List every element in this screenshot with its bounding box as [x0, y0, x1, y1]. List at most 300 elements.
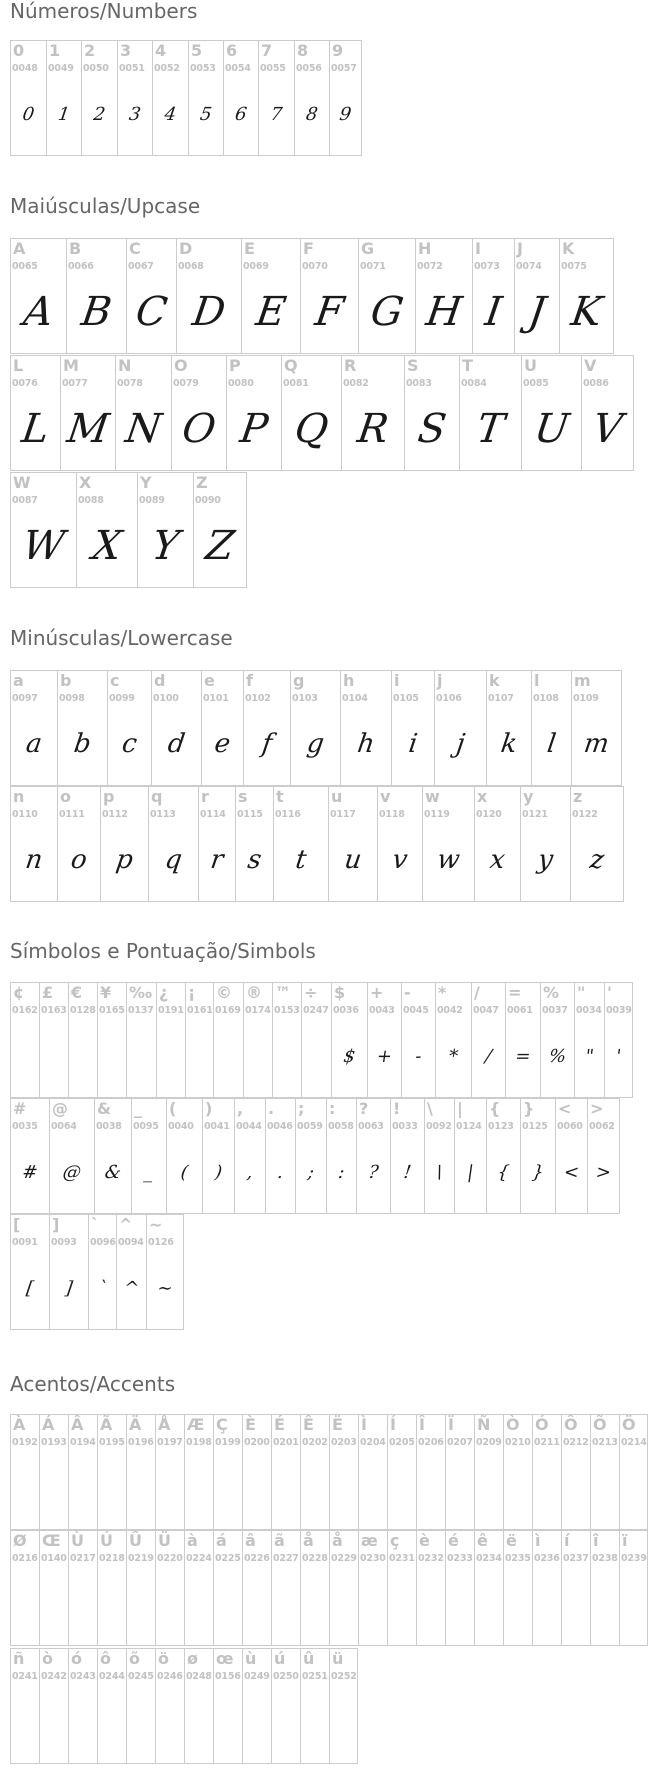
glyph-preview: U [531, 406, 572, 452]
glyph-cell [486, 1098, 520, 1214]
character-label: ^ [119, 1215, 133, 1234]
character-label: w [425, 787, 440, 806]
character-code: 0093 [51, 1237, 77, 1248]
character-label: Õ [593, 1415, 607, 1434]
character-code: 0101 [203, 693, 229, 704]
glyph-preview: a [24, 729, 44, 759]
glyph-cell [242, 1530, 271, 1646]
character-label: 6 [226, 41, 238, 60]
glyph-cell [137, 472, 193, 588]
glyph-preview: q [163, 845, 184, 875]
glyph-cell [295, 1098, 326, 1214]
character-label: À [13, 1415, 26, 1434]
character-code: 0056 [296, 63, 322, 74]
character-code: 0244 [99, 1671, 125, 1682]
character-label: = [508, 983, 522, 1002]
character-label: N [118, 356, 132, 375]
glyph-preview: J [525, 289, 549, 335]
glyph-preview: H [423, 289, 465, 335]
glyph-cell [377, 786, 422, 902]
glyph-cell [329, 1414, 358, 1530]
glyph-preview: Y [149, 523, 182, 569]
character-code: 0083 [406, 378, 432, 389]
character-label: I [475, 239, 481, 258]
character-label: Ò [506, 1415, 520, 1434]
character-code: 0092 [426, 1121, 452, 1132]
character-code: 0243 [70, 1671, 96, 1682]
character-label: - [404, 983, 411, 1002]
character-code: 0047 [473, 1005, 499, 1016]
glyph-cell [39, 1648, 68, 1764]
glyph-cell [367, 982, 401, 1098]
character-code: 0116 [275, 809, 301, 820]
character-label: å [303, 1531, 314, 1550]
character-code: 0042 [437, 1005, 463, 1016]
character-code: 0213 [592, 1437, 618, 1448]
character-label: ÷ [304, 983, 318, 1002]
character-label: Ü [158, 1531, 171, 1550]
glyph-cell [474, 1530, 503, 1646]
glyph-preview: r [208, 845, 226, 875]
section-title: Acentos/Accents [10, 1372, 176, 1396]
glyph-preview: w [435, 845, 462, 875]
character-label: 3 [120, 41, 132, 60]
glyph-cell [416, 1414, 445, 1530]
character-label: ¿ [159, 983, 169, 1002]
glyph-cell [46, 40, 81, 156]
character-code: 0036 [333, 1005, 359, 1016]
glyph-cell [126, 1414, 155, 1530]
character-code: 0194 [70, 1437, 96, 1448]
section-title: Minúsculas/Lowercase [10, 626, 233, 650]
character-label: F [303, 239, 314, 258]
character-code: 0082 [343, 378, 369, 389]
character-label: Y [140, 473, 152, 492]
character-label: ' [607, 983, 612, 1002]
character-code: 0115 [237, 809, 263, 820]
glyph-preview: Q [291, 406, 332, 452]
glyph-cell [294, 40, 329, 156]
character-label: $ [334, 983, 346, 1002]
glyph-preview: y [536, 845, 555, 875]
glyph-cell [301, 982, 331, 1098]
glyph-cell [10, 472, 76, 588]
glyph-cell [531, 670, 571, 786]
character-code: 0214 [621, 1437, 647, 1448]
glyph-cell [10, 1214, 49, 1330]
glyph-cell [532, 1414, 561, 1530]
character-label: ‰ [129, 983, 153, 1002]
character-code: 0169 [215, 1005, 241, 1016]
character-label: 7 [261, 41, 273, 60]
glyph-cell [331, 982, 367, 1098]
glyph-cell [66, 238, 126, 354]
character-label: l [534, 671, 540, 690]
character-code: 0054 [225, 63, 251, 74]
character-code: 0061 [507, 1005, 533, 1016]
glyph-preview: m [582, 729, 611, 759]
character-label: Ê [303, 1415, 314, 1434]
glyph-preview: " [583, 1045, 596, 1067]
glyph-preview: M [64, 406, 112, 452]
character-label: G [361, 239, 375, 258]
glyph-cell [171, 355, 226, 471]
character-label: n [13, 787, 25, 806]
glyph-preview: 4 [163, 103, 178, 125]
character-label: ë [506, 1531, 517, 1550]
character-label: j [437, 671, 443, 690]
character-label: P [229, 356, 241, 375]
glyph-cell [198, 786, 235, 902]
glyph-preview: 7 [269, 103, 284, 125]
character-label: Æ [187, 1415, 205, 1434]
glyph-cell [590, 1414, 619, 1530]
character-label: A [13, 239, 26, 258]
character-code: 0210 [505, 1437, 531, 1448]
character-label: é [448, 1531, 459, 1550]
character-code: 0095 [133, 1121, 159, 1132]
glyph-row [10, 1414, 648, 1530]
character-label: D [179, 239, 193, 258]
character-code: 0119 [424, 809, 450, 820]
glyph-preview: u [342, 845, 364, 875]
character-code: 0204 [360, 1437, 386, 1448]
character-label: T [462, 356, 473, 375]
glyph-cell [68, 1530, 97, 1646]
glyph-cell [401, 982, 435, 1098]
glyph-preview: ( [179, 1161, 190, 1183]
glyph-preview: D [189, 289, 229, 335]
character-label: È [245, 1415, 256, 1434]
glyph-preview: = [513, 1045, 533, 1067]
glyph-preview [615, 1567, 652, 1641]
character-code: 0226 [244, 1553, 270, 1564]
character-code: 0035 [12, 1121, 38, 1132]
character-code: 0121 [522, 809, 548, 820]
glyph-preview: x [488, 845, 507, 875]
character-code: 0238 [592, 1553, 618, 1564]
character-code: 0191 [158, 1005, 184, 1016]
character-label: Z [196, 473, 208, 492]
character-code: 0099 [109, 693, 135, 704]
character-code: 0193 [41, 1437, 67, 1448]
glyph-cell [116, 1214, 146, 1330]
character-code: 0039 [606, 1005, 632, 1016]
glyph-cell [76, 472, 137, 588]
glyph-cell [503, 1530, 532, 1646]
character-label: r [201, 787, 209, 806]
character-label: ( [169, 1099, 177, 1118]
character-code: 0209 [476, 1437, 502, 1448]
glyph-cell [503, 1414, 532, 1530]
glyph-preview: ~ [155, 1277, 175, 1299]
glyph-preview: o [69, 845, 89, 875]
character-code: 0248 [186, 1671, 212, 1682]
character-label: * [438, 983, 447, 1002]
glyph-preview: 5 [198, 103, 214, 125]
glyph-preview: ; [306, 1161, 316, 1183]
glyph-cell [561, 1414, 590, 1530]
character-label: X [79, 473, 92, 492]
glyph-cell [290, 670, 340, 786]
character-label: u [331, 787, 343, 806]
character-code: 0236 [534, 1553, 560, 1564]
character-code: 0045 [403, 1005, 429, 1016]
character-label: © [216, 983, 232, 1002]
glyph-cell [10, 1098, 49, 1214]
character-code: 0090 [195, 495, 221, 506]
glyph-cell [356, 1098, 390, 1214]
glyph-cell [391, 670, 434, 786]
character-code: 0059 [297, 1121, 323, 1132]
glyph-preview: p [114, 845, 135, 875]
character-label: i [394, 671, 400, 690]
character-code: 0156 [215, 1671, 241, 1682]
character-code: 0199 [215, 1437, 241, 1448]
character-label: B [69, 239, 82, 258]
character-label: Â [71, 1415, 84, 1434]
character-label: / [474, 983, 480, 1002]
character-code: 0103 [292, 693, 318, 704]
glyph-preview: c [120, 729, 139, 759]
glyph-cell [326, 1098, 356, 1214]
glyph-cell [404, 355, 459, 471]
character-label: t [276, 787, 284, 806]
character-code: 0078 [117, 378, 143, 389]
glyph-cell [223, 40, 258, 156]
character-code: 0206 [418, 1437, 444, 1448]
character-label: U [524, 356, 537, 375]
character-code: 0216 [12, 1553, 38, 1564]
character-label: Ç [216, 1415, 228, 1434]
glyph-preview: I [482, 289, 505, 335]
glyph-preview: 2 [92, 103, 107, 125]
glyph-preview [615, 1451, 652, 1525]
glyph-row [10, 786, 624, 902]
glyph-row [10, 238, 614, 354]
glyph-cell [126, 1648, 155, 1764]
glyph-cell [213, 1648, 242, 1764]
glyph-preview: K [568, 289, 605, 335]
glyph-cell [10, 238, 66, 354]
character-label: á [216, 1531, 227, 1550]
glyph-cell [10, 355, 60, 471]
character-label: â [245, 1531, 256, 1550]
glyph-cell [88, 1214, 116, 1330]
character-code: 0198 [186, 1437, 212, 1448]
character-label: } [523, 1099, 535, 1118]
glyph-cell [387, 1414, 416, 1530]
character-code: 0051 [119, 63, 145, 74]
glyph-cell [60, 355, 115, 471]
character-label: v [380, 787, 391, 806]
glyph-preview: { [496, 1161, 511, 1183]
glyph-cell [10, 1530, 39, 1646]
character-label: ™ [275, 983, 291, 1002]
glyph-cell [514, 238, 559, 354]
character-code: 0126 [148, 1237, 174, 1248]
character-label: 9 [332, 41, 344, 60]
character-label: Œ [42, 1531, 61, 1550]
glyph-preview: V [589, 406, 626, 452]
character-code: 0048 [12, 63, 38, 74]
character-code: 0123 [488, 1121, 514, 1132]
character-label: d [154, 671, 166, 690]
glyph-preview: l [545, 729, 558, 759]
glyph-cell [571, 670, 622, 786]
character-label: 2 [84, 41, 96, 60]
character-code: 0107 [488, 693, 514, 704]
character-code: 0088 [78, 495, 104, 506]
glyph-cell [148, 786, 198, 902]
glyph-row [10, 472, 247, 588]
glyph-cell [604, 982, 633, 1098]
glyph-preview: b [72, 729, 93, 759]
character-code: 0068 [178, 261, 204, 272]
character-code: 0066 [68, 261, 94, 272]
glyph-preview: f [260, 729, 274, 759]
glyph-cell [434, 670, 486, 786]
character-code: 0055 [260, 63, 286, 74]
glyph-preview: ` [96, 1277, 109, 1299]
character-label: 4 [155, 41, 167, 60]
glyph-cell [341, 355, 404, 471]
glyph-row [10, 1214, 184, 1330]
character-code: 0085 [523, 378, 549, 389]
glyph-cell [445, 1414, 474, 1530]
glyph-cell [300, 238, 358, 354]
glyph-cell [619, 1530, 648, 1646]
glyph-cell [581, 355, 634, 471]
character-code: 0242 [41, 1671, 67, 1682]
character-code: 0162 [12, 1005, 38, 1016]
section-title: Símbolos e Pontuação/Simbols [10, 939, 316, 963]
character-code: 0140 [41, 1553, 67, 1564]
character-code: 0218 [99, 1553, 125, 1564]
character-label: Á [42, 1415, 55, 1434]
glyph-cell [126, 238, 176, 354]
character-label: [ [13, 1215, 21, 1234]
character-label: Ö [622, 1415, 636, 1434]
character-code: 0104 [342, 693, 368, 704]
character-label: o [60, 787, 71, 806]
character-label: 0 [13, 41, 25, 60]
glyph-cell [340, 670, 391, 786]
glyph-preview: ] [64, 1277, 74, 1299]
glyph-preview: n [23, 845, 45, 875]
character-code: 0071 [360, 261, 386, 272]
character-label: | [457, 1099, 463, 1118]
character-label: œ [216, 1649, 234, 1668]
glyph-preview: ' [614, 1045, 623, 1067]
glyph-cell [213, 1414, 242, 1530]
glyph-cell [97, 1530, 126, 1646]
glyph-cell [10, 1414, 39, 1530]
glyph-preview: 0 [21, 103, 36, 125]
glyph-cell [81, 40, 117, 156]
glyph-cell [358, 238, 415, 354]
glyph-preview: t [293, 845, 309, 875]
glyph-row [10, 355, 634, 471]
glyph-cell [97, 982, 126, 1098]
glyph-preview: - [413, 1045, 424, 1067]
glyph-preview: B [78, 289, 115, 335]
character-code: 0161 [187, 1005, 213, 1016]
glyph-preview: W [19, 523, 68, 569]
character-code: 0231 [389, 1553, 415, 1564]
glyph-cell [155, 1414, 184, 1530]
character-label: £ [42, 983, 54, 1002]
glyph-cell [521, 355, 581, 471]
character-label: z [573, 787, 583, 806]
glyph-preview: A [20, 289, 57, 335]
glyph-cell [243, 982, 272, 1098]
glyph-cell [202, 1098, 234, 1214]
glyph-cell [97, 1414, 126, 1530]
glyph-preview: , [245, 1161, 255, 1183]
glyph-cell [540, 982, 574, 1098]
character-code: 0252 [331, 1671, 357, 1682]
character-code: 0105 [393, 693, 419, 704]
glyph-cell [213, 982, 243, 1098]
character-label: 8 [297, 41, 309, 60]
character-code: 0250 [273, 1671, 299, 1682]
glyph-cell [126, 1530, 155, 1646]
glyph-preview: Z [202, 523, 238, 569]
glyph-cell [117, 40, 152, 156]
glyph-preview: k [499, 729, 519, 759]
glyph-cell [358, 1530, 387, 1646]
character-code: 0174 [245, 1005, 271, 1016]
glyph-cell [329, 1648, 358, 1764]
character-code: 0125 [522, 1121, 548, 1132]
glyph-cell [39, 1530, 68, 1646]
glyph-cell [213, 1530, 242, 1646]
glyph-cell [329, 1530, 358, 1646]
glyph-cell [10, 40, 46, 156]
character-code: 0094 [118, 1237, 144, 1248]
character-code: 0081 [283, 378, 309, 389]
glyph-cell [184, 1530, 213, 1646]
character-code: 0113 [150, 809, 176, 820]
character-code: 0235 [505, 1553, 531, 1564]
character-label: ñ [13, 1649, 25, 1668]
glyph-preview: . [276, 1161, 285, 1183]
glyph-cell [435, 982, 471, 1098]
character-label: Ë [332, 1415, 343, 1434]
glyph-preview: ^ [122, 1277, 141, 1299]
character-code: 0229 [331, 1553, 357, 1564]
glyph-cell [532, 1530, 561, 1646]
character-code: 0220 [157, 1553, 183, 1564]
character-label: b [60, 671, 72, 690]
character-label: m [574, 671, 591, 690]
glyph-cell [574, 982, 604, 1098]
glyph-preview: C [132, 289, 171, 335]
character-label: : [329, 1099, 336, 1118]
character-code: 0102 [245, 693, 271, 704]
character-code: 0033 [392, 1121, 418, 1132]
character-label: ü [332, 1649, 344, 1668]
glyph-cell [97, 1648, 126, 1764]
character-label: ¥ [100, 983, 112, 1002]
character-label: à [187, 1531, 198, 1550]
character-code: 0245 [128, 1671, 154, 1682]
character-label: ® [246, 983, 262, 1002]
character-label: ó [71, 1649, 82, 1668]
character-label: ! [393, 1099, 401, 1118]
glyph-cell [39, 1414, 68, 1530]
